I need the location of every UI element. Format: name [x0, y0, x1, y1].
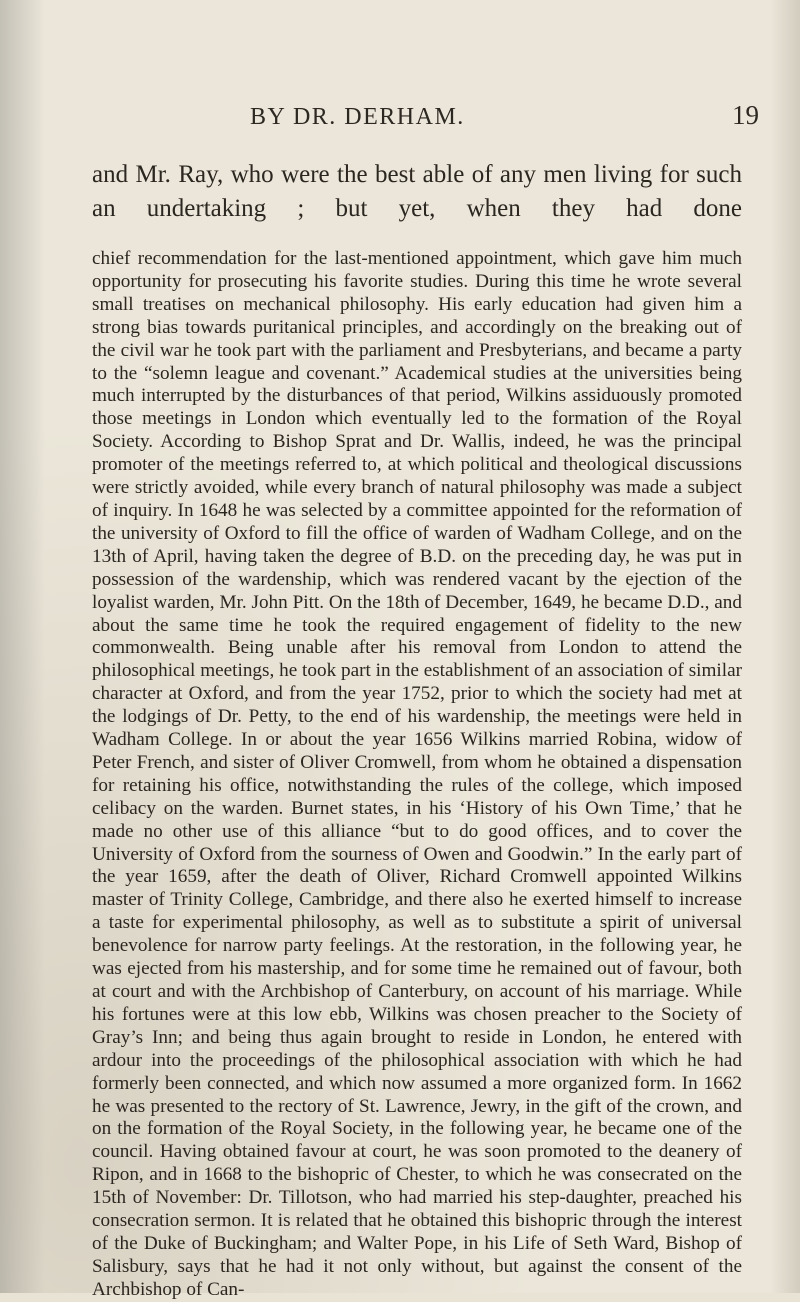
page-number: 19 — [732, 100, 759, 130]
text-block — [92, 158, 742, 1302]
body-paragraph: chief recommendation for the last-mentioned appointment, which gave him much opportunity for prosecuting his favorite studies. During this time he wrote several small treatises on mechanical philosophy. His early education had given him a strong bias towards puritanical principles, and accordingly on the breaking out of the civil war he took part with the parliament and Presbyterians, and became a party to the “solemn league and covenant.” Academical studies at the universities being much interrupted by the disturbances of that period, Wilkins assiduously promoted those meetings in London which eventually led to the formation of the Royal Society. According to Bishop Sprat and Dr. Wallis, indeed, he was the principal promoter of the meetings referred to, at which political and theological discussions were strictly avoided, while every branch of natural philosophy was made a subject of inquiry. In 1648 he was selected by a committee appointed for the reformation of the university of Oxford to fill the office of warden of Wadham College, and on the 13th of April, having taken the degree of B.D. on the preceding day, he was put in possession of the wardenship, which was rendered vacant by the ejection of the loyalist warden, Mr. John Pitt. On the 18th of December, 1649, he became D.D., and about the same time he took the required engagement of fidelity to the new commonwealth. Being unable after his removal from London to attend the philosophical meetings, he took part in the establishment of an association of similar character at Oxford, and from the year 1752, prior to which the society had met at the lodgings of Dr. Petty, to the end of his wardenship, the meetings were held in Wadham College. In or about the year 1656 Wilkins married Robina, widow of Peter French, and sister of Oliver Cromwell, from whom he obtained a dispensation for retaining his office, notwithstanding the rules of the college, which imposed celibacy on the warden. Burnet states, in his ‘History of his Own Time,’ that he made no other use of this alliance “but to do good offices, and to cover the University of Oxford from the sourness of Owen and Goodwin.” In the early part of the year 1659, after the death of Oliver, Richard Cromwell appointed Wilkins master of Trinity College, Cambridge, and there also he exerted himself to increase a taste for experimental philosophy, as well as to substitute a spirit of universal benevolence for narrow party feelings. At the restoration, in the following year, he was ejected from his mastership, and for some time he remained out of favour, both at court and with the Archbishop of Canterbury, on account of his marriage. While his fortunes were at this low ebb, Wilkins was chosen preacher to the Society of Gray’s Inn; and being thus again brought to reside in London, he entered with ardour into the proceedings of the philosophical association with which he had formerly been connected, and which now assumed a more organized form. In 1662 he was presented to the rectory of St. Lawrence, Jewry, in the gift of the crown, and on the formation of the Royal Society, in the following year, he became one of the council. Having obtained favour at court, he was soon promoted to the deanery of Ripon, and in 1668 to the bishopric of Chester, to which he was consecrated on the 15th of November: Dr. Tillotson, who had married his step-daughter, preached his consecration sermon. It is related that he obtained this bishopric through the interest of the Duke of Buckingham; and Walter Pope, in his Life of Seth Ward, Bishop of Salisbury, says that he had it not only without, but against the consent of the Archbishop of Can- — [92, 248, 742, 1300]
running-head: BY DR. DERHAM. — [250, 104, 465, 130]
lead-paragraph: and Mr. Ray, who were the best able of any men living for such an undertaking ; but yet, when they had done — [92, 161, 742, 222]
